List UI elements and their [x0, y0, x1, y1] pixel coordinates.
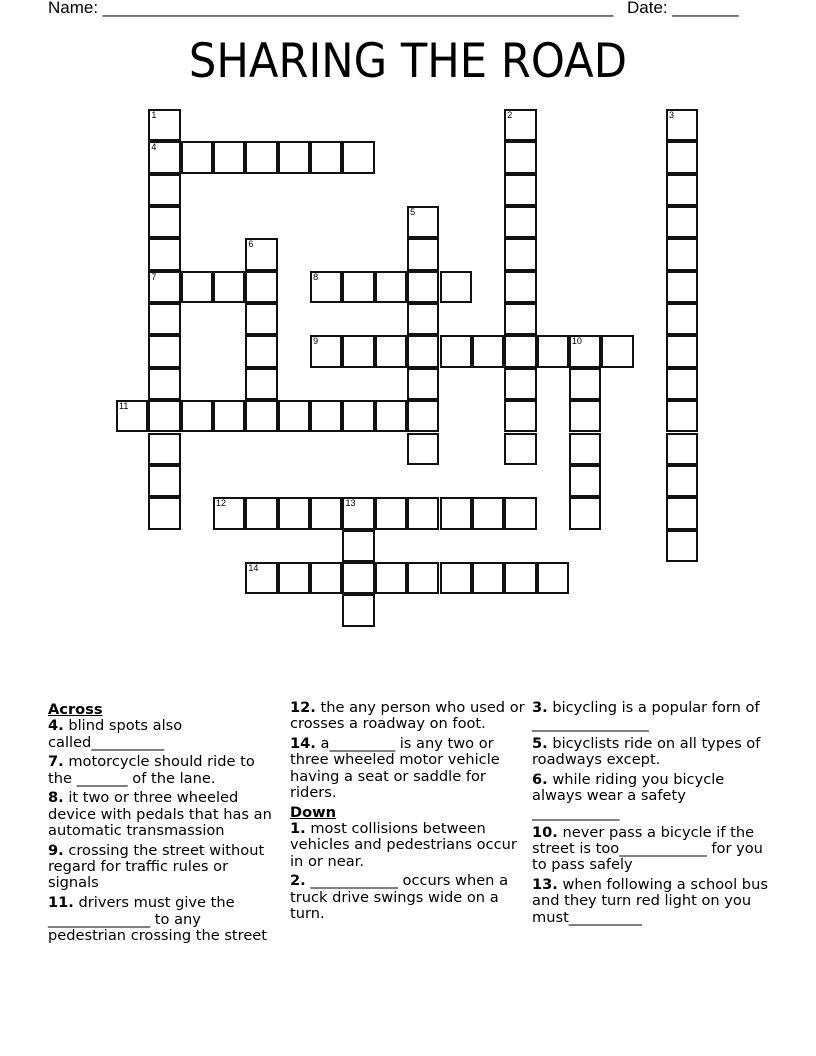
grid-cell[interactable]	[342, 141, 374, 173]
grid-cell[interactable]	[504, 141, 536, 173]
clue-text: a_________ is any two or three wheeled motor vehicle having a seat or saddle for riders.	[290, 735, 500, 801]
clue-across-9	[48, 843, 283, 892]
grid-cell[interactable]	[245, 497, 277, 529]
grid-cell[interactable]	[342, 594, 374, 626]
grid-cell[interactable]	[148, 238, 180, 270]
grid-cell[interactable]	[666, 206, 698, 238]
clues-column-2	[290, 700, 525, 926]
clue-number-label: 10	[571, 336, 582, 347]
grid-cell[interactable]	[666, 238, 698, 270]
clue-number-label: 5	[410, 207, 416, 218]
clue-text: drivers must give the ______________ to any pedestrian crossing the street	[48, 894, 268, 944]
grid-cell[interactable]	[148, 206, 180, 238]
grid-cell[interactable]	[245, 400, 277, 432]
grid-cell[interactable]	[278, 497, 310, 529]
clues-column-3	[532, 700, 772, 929]
clue-across-7	[48, 754, 283, 787]
grid-cell[interactable]	[245, 335, 277, 367]
grid-cell[interactable]	[666, 368, 698, 400]
grid-cell[interactable]	[375, 271, 407, 303]
grid-cell[interactable]	[245, 271, 277, 303]
grid-cell[interactable]	[148, 303, 180, 335]
clue-text: blind spots also called__________	[48, 717, 183, 751]
clue-text: when following a school bus and they turn red light on you must__________	[532, 875, 768, 926]
grid-cell[interactable]	[278, 400, 310, 432]
clue-number: 14.	[290, 735, 316, 753]
clue-down-1	[290, 821, 525, 870]
grid-cell[interactable]	[310, 497, 342, 529]
grid-cell[interactable]	[440, 335, 472, 367]
grid-cell[interactable]	[666, 497, 698, 529]
grid-cell[interactable]	[569, 433, 601, 465]
grid-cell[interactable]	[537, 335, 569, 367]
grid-cell[interactable]	[537, 562, 569, 594]
grid-cell[interactable]	[407, 433, 439, 465]
clues-column-1	[48, 700, 283, 948]
grid-cell[interactable]	[245, 368, 277, 400]
clue-number: 6.	[532, 771, 548, 789]
clue-number-label: 7	[151, 271, 157, 282]
grid-cell[interactable]	[375, 400, 407, 432]
grid-cell[interactable]	[504, 562, 536, 594]
clue-number-label: 13	[345, 498, 356, 509]
grid-cell[interactable]	[666, 141, 698, 173]
clue-down-13	[532, 877, 772, 926]
grid-cell[interactable]	[407, 206, 439, 238]
clue-number-label: 8	[313, 271, 319, 282]
grid-cell[interactable]	[504, 335, 536, 367]
grid-cell[interactable]	[375, 497, 407, 529]
grid-cell[interactable]	[181, 400, 213, 432]
grid-cell[interactable]	[569, 400, 601, 432]
grid-cell[interactable]	[342, 530, 374, 562]
clue-text: while riding you bicycle always wear a safety ____________	[532, 771, 725, 821]
clue-text: never pass a bicycle if the street is too____________ for you to pass safely	[532, 823, 763, 874]
name-field-label: Name: ______________________________________________________	[48, 0, 614, 17]
grid-cell[interactable]	[504, 497, 536, 529]
grid-cell[interactable]	[245, 303, 277, 335]
grid-cell[interactable]	[666, 400, 698, 432]
grid-cell[interactable]	[569, 368, 601, 400]
grid-cell[interactable]	[213, 141, 245, 173]
grid-cell[interactable]	[407, 303, 439, 335]
grid-cell[interactable]	[666, 303, 698, 335]
grid-cell[interactable]	[569, 465, 601, 497]
down-heading: Down	[290, 803, 337, 821]
clue-text: ____________ occurs when a truck drive swings wide on a turn.	[290, 872, 509, 923]
clue-text: bicycling is a popular forn of ________________	[532, 699, 760, 733]
grid-cell[interactable]	[148, 174, 180, 206]
grid-cell[interactable]	[666, 109, 698, 141]
grid-cell[interactable]	[310, 141, 342, 173]
clue-across-4	[48, 718, 283, 751]
clue-number: 2.	[290, 872, 306, 890]
clue-text: bicyclists ride on all types of roadways except.	[532, 735, 761, 769]
grid-cell[interactable]	[181, 271, 213, 303]
grid-cell[interactable]	[472, 335, 504, 367]
clue-number-label: 11	[119, 401, 129, 412]
grid-cell[interactable]	[666, 433, 698, 465]
clue-across-12	[290, 700, 525, 733]
grid-cell[interactable]	[407, 497, 439, 529]
grid-cell[interactable]	[310, 271, 342, 303]
clue-number: 3.	[532, 699, 548, 716]
grid-cell[interactable]	[148, 368, 180, 400]
grid-cell[interactable]	[504, 238, 536, 270]
grid-cell[interactable]	[342, 497, 374, 529]
grid-cell[interactable]	[181, 141, 213, 173]
grid-cell[interactable]	[310, 335, 342, 367]
grid-cell[interactable]	[407, 400, 439, 432]
grid-cell[interactable]	[504, 206, 536, 238]
grid-cell[interactable]	[504, 174, 536, 206]
grid-cell[interactable]	[342, 271, 374, 303]
grid-cell[interactable]	[504, 271, 536, 303]
grid-cell[interactable]	[116, 400, 148, 432]
grid-cell[interactable]	[213, 271, 245, 303]
grid-cell[interactable]	[342, 400, 374, 432]
clue-number: 12.	[290, 699, 316, 716]
grid-cell[interactable]	[375, 562, 407, 594]
grid-cell[interactable]	[278, 562, 310, 594]
grid-cell[interactable]	[569, 497, 601, 529]
grid-cell[interactable]	[148, 433, 180, 465]
clue-number: 10.	[532, 823, 558, 841]
grid-cell[interactable]	[601, 335, 633, 367]
grid-cell[interactable]	[278, 141, 310, 173]
clue-down-10	[532, 825, 772, 874]
grid-cell[interactable]	[666, 335, 698, 367]
clue-down-5	[532, 736, 772, 769]
grid-cell[interactable]	[504, 433, 536, 465]
clue-number-label: 3	[668, 110, 674, 120]
grid-cell[interactable]	[148, 400, 180, 432]
grid-cell[interactable]	[407, 562, 439, 594]
clue-text: crossing the street without regard for traffic rules or signals	[48, 841, 265, 892]
grid-cell[interactable]	[213, 497, 245, 529]
grid-cell[interactable]	[245, 238, 277, 270]
grid-cell[interactable]	[407, 335, 439, 367]
clue-number: 8.	[48, 789, 64, 807]
clue-down-3	[532, 700, 772, 733]
clue-number: 5.	[532, 735, 548, 753]
grid-cell[interactable]	[569, 335, 601, 367]
clue-number-label: 14	[248, 562, 259, 573]
clue-number-label: 6	[248, 239, 254, 250]
grid-cell[interactable]	[213, 400, 245, 432]
grid-cell[interactable]	[375, 335, 407, 367]
clue-number: 1.	[290, 820, 306, 838]
grid-cell[interactable]	[245, 562, 277, 594]
clue-text: the any person who used or crosses a roadway on foot.	[290, 699, 525, 733]
clue-number: 9.	[48, 841, 64, 859]
grid-cell[interactable]	[407, 271, 439, 303]
grid-cell[interactable]	[472, 497, 504, 529]
puzzle-title: SHARING THE ROAD	[188, 34, 628, 89]
clue-across-14	[290, 736, 525, 801]
clue-number: 13.	[532, 875, 558, 893]
grid-cell[interactable]	[342, 335, 374, 367]
grid-cell[interactable]	[504, 400, 536, 432]
grid-cell[interactable]	[342, 562, 374, 594]
clue-text: most collisions between vehicles and pedestrians occur in or near.	[290, 820, 517, 870]
grid-cell[interactable]	[310, 400, 342, 432]
clue-across-11	[48, 895, 283, 944]
date-field-label: Date: _______	[627, 0, 739, 17]
clue-number: 7.	[48, 753, 64, 771]
across-heading: Across	[48, 701, 103, 718]
grid-cell[interactable]	[666, 465, 698, 497]
grid-cell[interactable]	[504, 303, 536, 335]
clue-number-label: 2	[507, 110, 513, 120]
grid-cell[interactable]	[666, 271, 698, 303]
grid-cell[interactable]	[504, 368, 536, 400]
grid-cell[interactable]	[666, 530, 698, 562]
clue-number: 11.	[48, 894, 74, 912]
grid-cell[interactable]	[148, 271, 180, 303]
grid-cell[interactable]	[472, 562, 504, 594]
clue-number: 4.	[48, 717, 64, 735]
clue-number-label: 9	[313, 336, 319, 347]
grid-cell[interactable]	[310, 562, 342, 594]
grid-cell[interactable]	[440, 497, 472, 529]
clue-number-label: 1	[151, 110, 157, 120]
clue-down-2	[290, 873, 525, 922]
grid-cell[interactable]	[440, 271, 472, 303]
clue-down-6	[532, 772, 772, 821]
grid-cell[interactable]	[504, 109, 536, 141]
grid-cell[interactable]	[407, 238, 439, 270]
grid-cell[interactable]	[148, 109, 180, 141]
clue-across-8	[48, 790, 283, 839]
grid-cell[interactable]	[148, 465, 180, 497]
grid-cell[interactable]	[148, 497, 180, 529]
clue-text: it two or three wheeled device with pedals that has an automatic transmassion	[48, 789, 272, 840]
clue-number-label: 12	[216, 498, 227, 509]
grid-cell[interactable]	[148, 335, 180, 367]
clue-text: motorcycle should ride to the _______ of the lane.	[48, 753, 255, 787]
grid-cell[interactable]	[407, 368, 439, 400]
grid-cell[interactable]	[666, 174, 698, 206]
clue-number-label: 4	[151, 142, 157, 153]
grid-cell[interactable]	[440, 562, 472, 594]
grid-cell[interactable]	[148, 141, 180, 173]
grid-cell[interactable]	[245, 141, 277, 173]
